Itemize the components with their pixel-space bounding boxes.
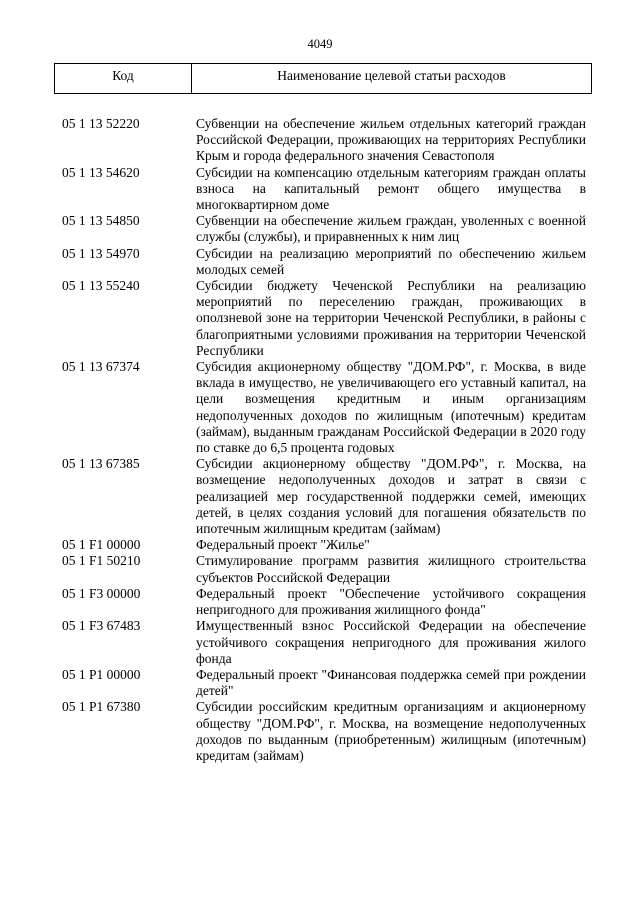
row-code: 05 1 P1 00000 [62, 666, 141, 682]
table-row [62, 116, 586, 165]
row-description: Субсидии на реализацию мероприятий по обеспечению жильем молодых семей [196, 245, 586, 277]
row-description: Имущественный взнос Российской Федерации на обеспечение устойчивого сокращения непригодного для проживания жилого фонда [196, 618, 586, 666]
row-code: 05 1 13 67385 [62, 456, 140, 472]
header-code: Код [55, 64, 192, 93]
row-code: 05 1 13 54620 [62, 164, 140, 180]
row-description: Федеральный проект "Жилье" [196, 537, 370, 553]
row-code: 05 1 F1 00000 [62, 537, 141, 553]
row-description: Федеральный проект "Обеспечение устойчивого сокращения непригодного для проживания жилищного фонда" [196, 585, 586, 618]
row-code: 05 1 13 54850 [62, 213, 140, 229]
table-body [62, 116, 586, 764]
row-code: 05 1 13 54970 [62, 245, 140, 261]
table-header [54, 63, 592, 94]
row-code: 05 1 F3 67483 [62, 618, 141, 634]
table-row [62, 699, 586, 764]
row-description: Стимулирование программ развития жилищного строительства субъектов Российской Федерации [196, 553, 586, 585]
header-name: Наименование целевой статьи расходов [277, 68, 506, 83]
table-row [62, 553, 586, 585]
row-description: Субсидии на компенсацию отдельным категориям граждан оплаты взноса на капитальный ремонт общего имущества в многоквартирном доме [196, 164, 586, 213]
table-row [62, 246, 586, 278]
row-description: Субсидии акционерному обществу "ДОМ.РФ", г. Москва, на возмещение недополученных доходов и затрат в связи с реализацией мер государственной поддержки семей, имеющих детей, в целях создания условий для погашения обязательств по ипотечным жилищным кредитам (займам) [196, 456, 586, 537]
table-row [62, 165, 586, 214]
page-number: 4049 [307, 37, 333, 51]
table-row [62, 278, 586, 359]
row-description: Субсидии российским кредитным организациям и акционерному обществу "ДОМ.РФ", г. Москва, на возмещение недополученных доходов по выданным (приобретенным) жилищным (ипотечным) кредитам (займам) [196, 699, 586, 763]
row-description: Субсидии бюджету Чеченской Республики на реализацию мероприятий по переселению граждан, проживающих в оползневой зоне на территории Чеченской Республики, в районы с благоприятными условиями проживания на территории Чеченской Республики [196, 278, 586, 358]
row-code: 05 1 F3 00000 [62, 585, 141, 601]
table-row [62, 586, 586, 618]
row-description: Субвенции на обеспечение жильем отдельных категорий граждан Российской Федерации, проживающих на территориях Республики Крым и города федерального значения Севастополя [196, 116, 586, 164]
row-description: Федеральный проект "Финансовая поддержка семей при рождении детей" [196, 666, 586, 699]
table-row [62, 456, 586, 537]
row-code: 05 1 13 52220 [62, 116, 140, 131]
row-description: Субсидия акционерному обществу "ДОМ.РФ", г. Москва, в виде вклада в имущество, не увеличивающего его уставный капитал, на цели возмещения кредитным и иным организациям недополученных доходов по жилищным (ипотечным) кредитам (займам), выданным гражданам Российской Федерации в 2020 году по ставке до 6,5 процента годовых [196, 359, 586, 456]
table-row [62, 537, 586, 553]
table-row [62, 667, 586, 699]
row-code: 05 1 P1 67380 [62, 699, 141, 715]
table-row [62, 618, 586, 667]
table-row [62, 359, 586, 456]
table-row [62, 213, 586, 245]
row-code: 05 1 13 55240 [62, 278, 140, 294]
row-code: 05 1 F1 50210 [62, 553, 141, 569]
row-description: Субвенции на обеспечение жильем граждан, уволенных с военной службы (службы), и приравненных к ним лиц [196, 213, 586, 245]
row-code: 05 1 13 67374 [62, 359, 140, 375]
